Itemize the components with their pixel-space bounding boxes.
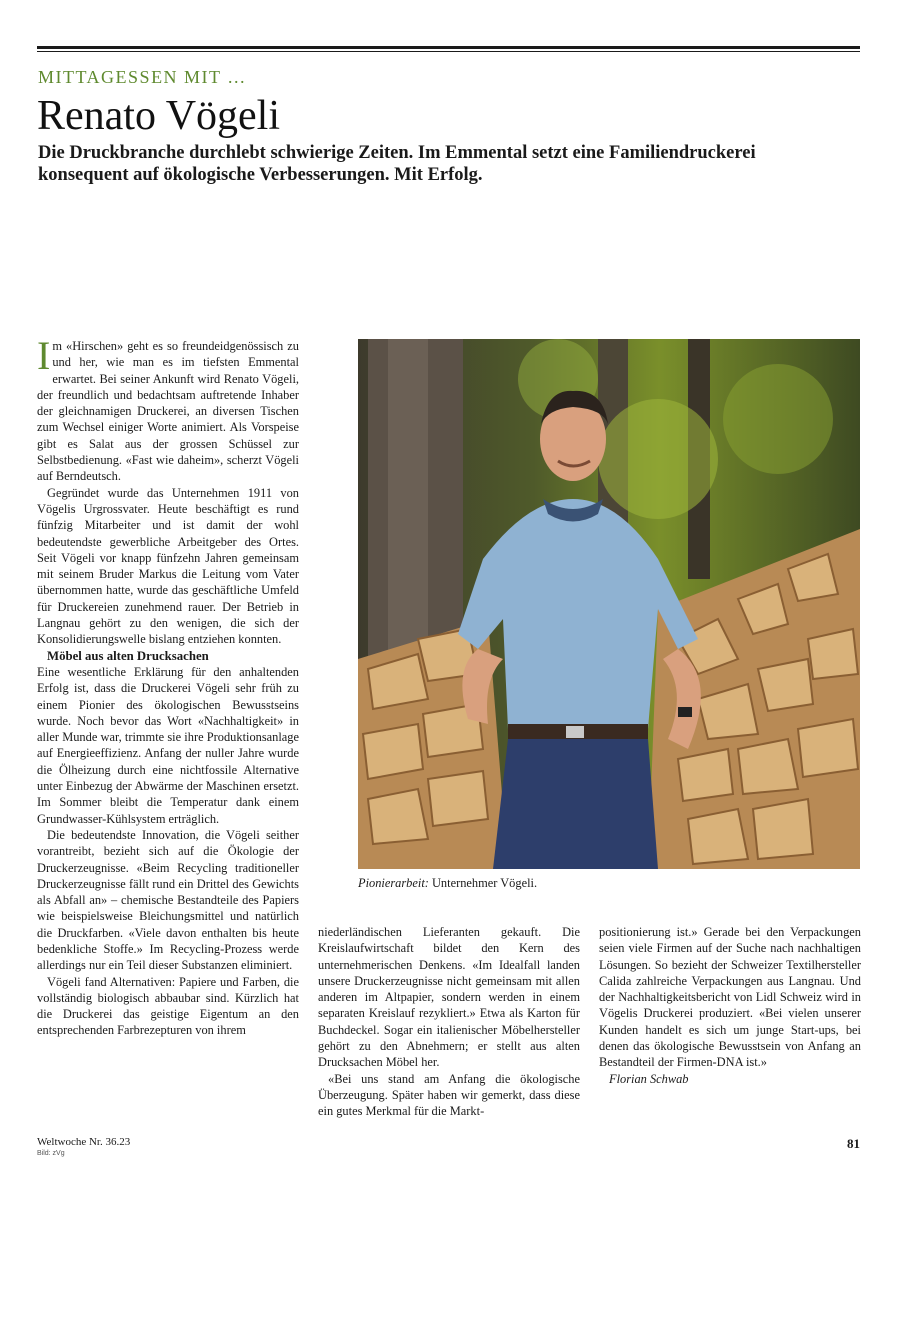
paragraph-2: Gegründet wurde das Unternehmen 1911 von Vögelis Urgrossvater. Heute beschäftigt es rund fünfzig Mitarbeiter und ist damit der wohl bedeutendste gewerbliche Arbeitgeber des Ortes. Seit Vögeli vor knapp fünfzehn Jahren gemeinsam mit seinem Bruder Markus die Leitung vom Vater übernommen hatte, wurde das geschäftliche Umfeld für Druckereien zunehmend rauer. Der Betrieb in Langnau gehört zu den wenigen, die sich der Konsolidierungswelle bislang entziehen konnten. [37,485,299,647]
page-number: 81 [847,1136,860,1151]
caption-text: Unternehmer Vögeli. [428,876,538,890]
footer-issue: Weltwoche Nr. 36.23 [37,1136,131,1148]
photo-caption [358,876,537,891]
paragraph-1 [37,333,299,485]
portrait-illustration [358,339,860,869]
article-headline: Renato Vögeli [37,93,281,139]
article-column-3 [599,924,861,1087]
top-rule [37,46,860,49]
subheading: Möbel aus alten Drucksachen [47,648,209,663]
caption-label: Pionierarbeit: [358,876,429,890]
portrait-photo [358,339,860,869]
top-rule-thin [37,51,860,52]
author-byline: Florian Schwab [609,1071,689,1086]
paragraph-3: Eine wesentliche Erklärung für den anhaltenden Erfolg ist, dass die Druckerei Vögeli sehr früh zu einem Pionier des ökologischen Bewusstseins wurde. Noch bevor das Wort «Nachhaltigkeit» in aller Munde war, trimmte sie ihre Produktionsanlage auf Energieeffizienz. Anfang der nuller Jahre wurde die Ölheizung durch eine nichtfossile Alternative unter Einbezug der Abwärme der Maschinen ersetzt. Im Sommer bleibt die Temperatur dank einem Grundwasser-Kühlsystem erträglich. [37,664,299,826]
paragraph-8: positionierung ist.» Gerade bei den Verpackungen seien viele Firmen auf der Suche nach nachhaltigen Lösungen. So bezieht der Schweizer Textilhersteller Calida zahlreiche Verpackungen aus Langnau. Und der Nachhaltigkeitsbericht von Lidl Schweiz wird in Vögelis Druckerei produziert. «Bei vielen unserer Kunden handelt es sich um junge Start-ups, bei denen das ökologische Bewusstsein von Anfang an Bestandteil der Firmen-DNA ist.» [599,925,861,1070]
paragraph-5: Vögeli fand Alternativen: Papiere und Farben, die vollständig biologisch abbaubar sind. Kürzlich hat die Druckerei das geistige Eigentum an den entsprechenden Farbrezepturen von ihrem [37,974,299,1038]
paragraph-4: Die bedeutendste Innovation, die Vögeli seither vorantreibt, bezieht sich auf die Ökologie der Druckerzeugnisse. «Beim Recycling traditioneller Druckerzeugnisse fällt rund ein Drittel des Gewichts als Abfall an» – chemische Bestandteile des Papiers wie beispielsweise Bleichungsmittel und natürlich die Druckfarben. «Viele davon enthalten bis heute bedenkliche Stoffe.» Im Recycling-Prozess werde allerdings nur ein Teil dieser Substanzen eliminiert. [37,827,299,973]
paragraph-1-text: m «Hirschen» geht es so freundeidgenössisch zu und her, wie man es im tiefsten Emmental erwartet. Bei seiner Ankunft wird Renato Vögeli, der freundlich und bedachtsam auftretende Inhaber der gleichnamigen Druckerei, an diversen Tischen zum Wechsel einiger Worte animiert. Als Vorspeise gibt es Salat aus der grossen Schüssel zur Selbstbedienung. «Fast wie daheim», scherzt Vögeli auf Berndeutsch. [37,339,299,484]
article-column-2 [318,924,580,1120]
article-column-1 [37,333,299,1039]
drop-cap: I [37,333,51,378]
section-kicker: MITTAGESSEN MIT … [38,67,247,87]
photo-credit: Bild: zVg [37,1150,65,1157]
paragraph-6: niederländischen Lieferanten gekauft. Die Kreislaufwirtschaft bildet den Kern des unternehmerischen Denkens. «Im Idealfall landen unsere Druckerzeugnisse nicht gemeinsam mit allen anderen im Altpapier, sondern werden in einem separaten Kreislauf rezykliert.» Etwa als Karton für Buchdeckel. Sogar ein italienischer Möbelhersteller gehört zu den Abnehmern; er stellt aus alten Drucksachen Möbel her. [318,925,580,1070]
article-deck: Die Druckbranche durchlebt schwierige Zeiten. Im Emmental setzt eine Familiendruckerei konsequent auf ökologische Verbesserungen. Mit Erfolg. [38,143,756,185]
paragraph-7: «Bei uns stand am Anfang die ökologische Überzeugung. Später haben wir gemerkt, dass diese ein gutes Merkmal für die Markt- [318,1071,580,1119]
